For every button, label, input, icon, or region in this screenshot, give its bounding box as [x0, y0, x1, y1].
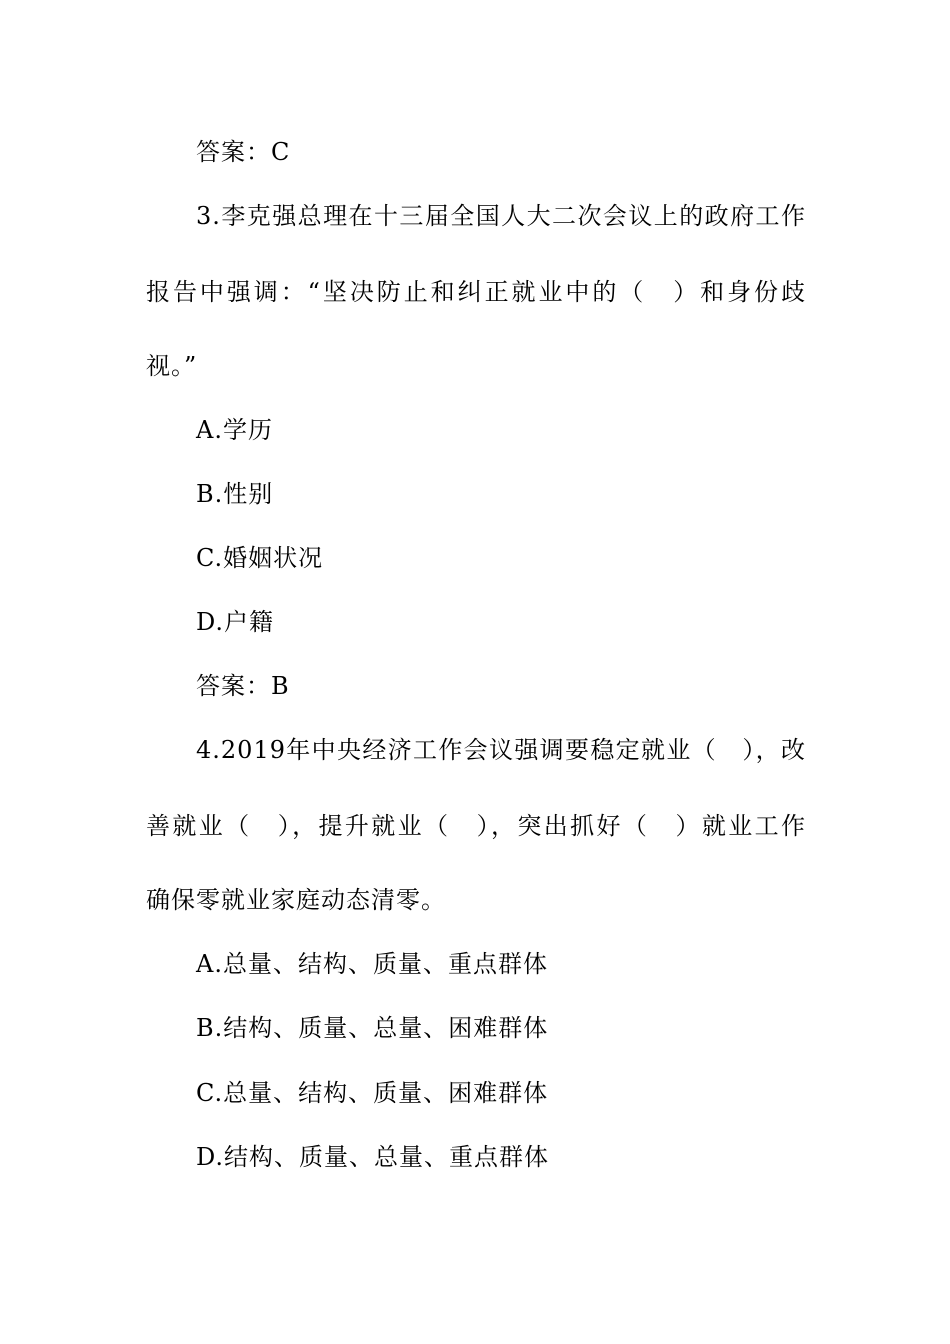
- question-3-line-1: 3.李克强总理在十三届全国人大二次会议上的政府工作: [196, 202, 806, 230]
- question-4-line-1: 4.2019年中央经济工作会议强调要稳定就业（ ），改: [196, 736, 806, 764]
- question-4-line-2: 善就业（ ），提升就业（ ），突出抓好（ ）就业工作: [146, 812, 806, 840]
- question-4-line-3: 确保零就业家庭动态清零。: [146, 886, 446, 914]
- question-3-line-3: 视。”: [146, 352, 198, 380]
- answer-q3: 答案：B: [196, 672, 290, 700]
- question-3-option-c: C.婚姻状况: [196, 544, 324, 572]
- answer-q2: 答案：C: [196, 138, 291, 166]
- question-4-option-b: B.结构、质量、总量、困难群体: [196, 1014, 549, 1042]
- question-3-option-a: A.学历: [196, 416, 273, 444]
- question-3-option-d: D.户籍: [196, 608, 275, 636]
- question-3-option-b: B.性别: [196, 480, 274, 508]
- question-4-option-c: C.总量、结构、质量、困难群体: [196, 1079, 549, 1107]
- question-3-line-2: 报告中强调：“坚决防止和纠正就业中的（ ）和身份歧: [146, 278, 806, 306]
- question-4-option-d: D.结构、质量、总量、重点群体: [196, 1143, 550, 1171]
- question-4-option-a: A.总量、结构、质量、重点群体: [196, 950, 548, 978]
